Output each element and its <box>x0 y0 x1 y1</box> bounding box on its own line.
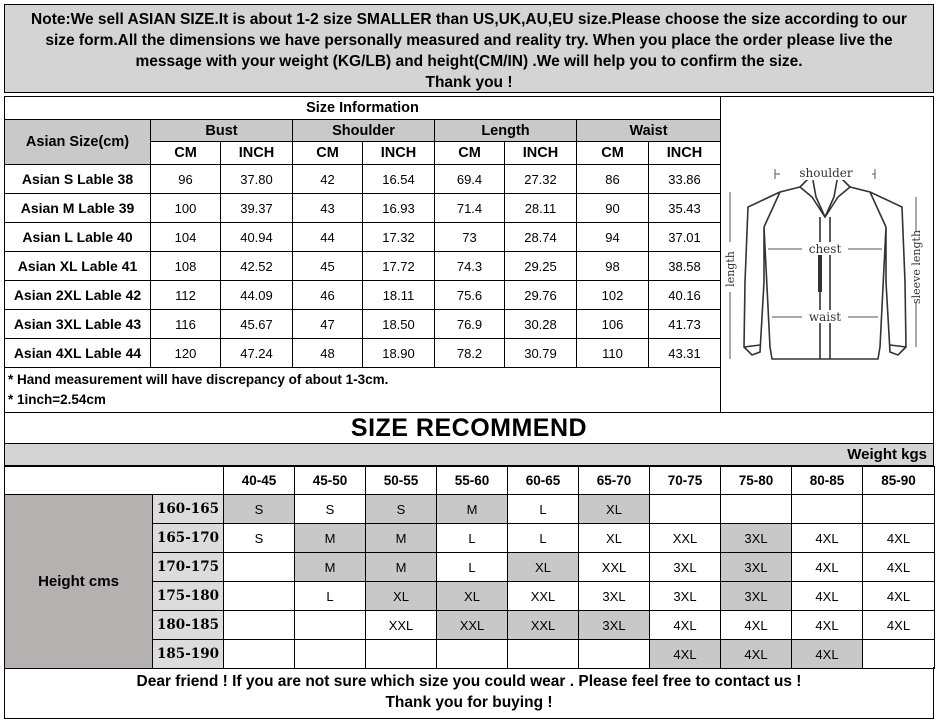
size-cell: 37.01 <box>649 223 721 252</box>
recommended-size-cell: 3XL <box>579 611 650 640</box>
unit-header: CM <box>577 142 649 165</box>
shoulder-header: Shoulder <box>293 120 435 142</box>
size-row-label: Asian M Lable 39 <box>5 194 151 223</box>
recommended-size-cell: 4XL <box>792 582 863 611</box>
size-cell: 90 <box>577 194 649 223</box>
shirt-outline-icon <box>744 175 906 359</box>
size-cell: 104 <box>151 223 221 252</box>
size-cell: 71.4 <box>435 194 505 223</box>
recommended-size-cell: XL <box>579 524 650 553</box>
size-cell: 42.52 <box>221 252 293 281</box>
height-range-label: 185-190 <box>153 640 224 669</box>
recommended-size-cell: 4XL <box>650 611 721 640</box>
note-measurement: * Hand measurement will have discrepancy of about 1-3cm. <box>8 372 389 387</box>
recommended-size-cell: 3XL <box>650 553 721 582</box>
weight-range-header: 40-45 <box>224 467 295 495</box>
unit-header: INCH <box>649 142 721 165</box>
recommended-size-cell: 3XL <box>721 524 792 553</box>
size-cell: 100 <box>151 194 221 223</box>
size-cell: 78.2 <box>435 339 505 368</box>
size-cell: 110 <box>577 339 649 368</box>
recommended-size-cell: 3XL <box>650 582 721 611</box>
note-line-4: Thank you ! <box>425 74 513 91</box>
recommended-size-cell: L <box>437 553 508 582</box>
size-information-table <box>4 96 721 413</box>
size-row-label: Asian 3XL Lable 43 <box>5 310 151 339</box>
recommended-size-cell: M <box>366 524 437 553</box>
recommended-size-cell: 3XL <box>579 582 650 611</box>
size-cell: 28.74 <box>505 223 577 252</box>
height-range-label: 165-170 <box>153 524 224 553</box>
length-header: Length <box>435 120 577 142</box>
recommended-size-cell: S <box>224 524 295 553</box>
size-information-title: Size Information <box>5 97 721 120</box>
size-cell: 86 <box>577 165 649 194</box>
size-row <box>5 339 721 368</box>
size-cell: 30.79 <box>505 339 577 368</box>
recommended-size-cell: 4XL <box>792 553 863 582</box>
recommended-size-cell <box>721 495 792 524</box>
size-cell: 73 <box>435 223 505 252</box>
size-cell: 108 <box>151 252 221 281</box>
note-line-1: Note:We sell ASIAN SIZE.It is about 1-2 size SMALLER than US,UK,AU,EU size.Please choose the size according to our <box>31 11 907 28</box>
size-cell: 42 <box>293 165 363 194</box>
chest-label: chest <box>808 242 842 256</box>
unit-header: CM <box>151 142 221 165</box>
corner-cell <box>5 467 224 495</box>
size-recommend-title: SIZE RECOMMEND <box>4 413 934 444</box>
size-cell: 116 <box>151 310 221 339</box>
unit-header: CM <box>435 142 505 165</box>
recommended-size-cell: 4XL <box>863 524 935 553</box>
size-row <box>5 310 721 339</box>
recommended-size-cell <box>863 495 935 524</box>
recommended-size-cell: 4XL <box>863 553 935 582</box>
size-row <box>5 194 721 223</box>
size-cell: 45 <box>293 252 363 281</box>
recommended-size-cell <box>295 640 366 669</box>
size-cell: 30.28 <box>505 310 577 339</box>
height-range-label: 160-165 <box>153 495 224 524</box>
recommended-size-cell: L <box>508 495 579 524</box>
weight-range-header: 55-60 <box>437 467 508 495</box>
recommended-size-cell: M <box>295 524 366 553</box>
weight-range-header: 70-75 <box>650 467 721 495</box>
waist-header: Waist <box>577 120 721 142</box>
recommended-size-cell: S <box>295 495 366 524</box>
recommended-size-cell: 4XL <box>792 640 863 669</box>
recommended-size-cell: XXL <box>650 524 721 553</box>
size-notes <box>5 368 721 413</box>
size-row <box>5 165 721 194</box>
size-cell: 18.11 <box>363 281 435 310</box>
unit-header: INCH <box>505 142 577 165</box>
recommended-size-cell: 4XL <box>721 611 792 640</box>
height-range-label: 180-185 <box>153 611 224 640</box>
recommended-size-cell: L <box>295 582 366 611</box>
size-row-label: Asian 4XL Lable 44 <box>5 339 151 368</box>
size-cell: 27.32 <box>505 165 577 194</box>
recommended-size-cell: S <box>366 495 437 524</box>
weight-range-header: 45-50 <box>295 467 366 495</box>
size-row <box>5 223 721 252</box>
note-line-2: size form.All the dimensions we have personally measured and reality try. When you place the order please live the <box>45 32 893 49</box>
note-inch-conversion: * 1inch=2.54cm <box>8 392 106 407</box>
size-row-label: Asian S Lable 38 <box>5 165 151 194</box>
recommended-size-cell <box>437 640 508 669</box>
recommended-size-cell: XXL <box>579 553 650 582</box>
weight-range-header: 75-80 <box>721 467 792 495</box>
size-cell: 33.86 <box>649 165 721 194</box>
recommended-size-cell: XXL <box>366 611 437 640</box>
size-row-label: Asian 2XL Lable 42 <box>5 281 151 310</box>
size-cell: 17.72 <box>363 252 435 281</box>
recommended-size-cell <box>224 553 295 582</box>
size-cell: 28.11 <box>505 194 577 223</box>
size-cell: 69.4 <box>435 165 505 194</box>
weight-range-header: 50-55 <box>366 467 437 495</box>
recommended-size-cell <box>224 611 295 640</box>
recommended-size-cell: XL <box>508 553 579 582</box>
size-cell: 44.09 <box>221 281 293 310</box>
weight-range-header: 80-85 <box>792 467 863 495</box>
size-row <box>5 281 721 310</box>
footer-line-1: Dear friend ! If you are not sure which size you could wear . Please feel free to contact us ! <box>136 673 802 690</box>
recommended-size-cell: XL <box>366 582 437 611</box>
size-cell: 106 <box>577 310 649 339</box>
recommended-size-cell <box>224 640 295 669</box>
size-cell: 16.54 <box>363 165 435 194</box>
recommended-size-cell: 4XL <box>863 582 935 611</box>
size-row <box>5 252 721 281</box>
size-cell: 37.80 <box>221 165 293 194</box>
recommended-size-cell: M <box>437 495 508 524</box>
size-cell: 43 <box>293 194 363 223</box>
recommended-size-cell: M <box>366 553 437 582</box>
recommended-size-cell: M <box>295 553 366 582</box>
weight-range-header: 85-90 <box>863 467 935 495</box>
recommended-size-cell: XXL <box>508 582 579 611</box>
recommended-size-cell: L <box>437 524 508 553</box>
size-cell: 18.90 <box>363 339 435 368</box>
recommended-size-cell: 4XL <box>792 524 863 553</box>
shirt-measurement-diagram <box>720 97 933 414</box>
weight-range-header: 60-65 <box>508 467 579 495</box>
height-row <box>5 495 935 524</box>
shoulder-label: shoulder <box>799 166 853 180</box>
length-label: length <box>724 251 737 287</box>
recommended-size-cell: XXL <box>508 611 579 640</box>
note-line-3: message with your weight (KG/LB) and height(CM/IN) .We will help you to confirm the size. <box>135 53 803 70</box>
size-cell: 112 <box>151 281 221 310</box>
recommended-size-cell <box>224 582 295 611</box>
size-recommend-table <box>4 466 935 669</box>
size-cell: 40.16 <box>649 281 721 310</box>
asian-size-header: Asian Size(cm) <box>5 120 151 165</box>
weight-range-header: 65-70 <box>579 467 650 495</box>
recommended-size-cell: 4XL <box>863 611 935 640</box>
size-cell: 16.93 <box>363 194 435 223</box>
size-cell: 48 <box>293 339 363 368</box>
size-cell: 38.58 <box>649 252 721 281</box>
recommended-size-cell <box>366 640 437 669</box>
unit-header: CM <box>293 142 363 165</box>
unit-header: INCH <box>221 142 293 165</box>
recommended-size-cell <box>650 495 721 524</box>
size-cell: 39.37 <box>221 194 293 223</box>
recommended-size-cell: 4XL <box>721 640 792 669</box>
size-note-banner <box>4 4 934 93</box>
size-cell: 98 <box>577 252 649 281</box>
size-cell: 96 <box>151 165 221 194</box>
size-cell: 47 <box>293 310 363 339</box>
size-cell: 29.76 <box>505 281 577 310</box>
size-cell: 46 <box>293 281 363 310</box>
bust-header: Bust <box>151 120 293 142</box>
weight-label-bar: Weight kgs <box>4 444 934 466</box>
recommended-size-cell: 4XL <box>792 611 863 640</box>
recommended-size-cell <box>295 611 366 640</box>
recommended-size-cell: XXL <box>437 611 508 640</box>
footer-line-2: Thank you for buying ! <box>385 694 553 711</box>
recommended-size-cell <box>863 640 935 669</box>
size-cell: 102 <box>577 281 649 310</box>
size-cell: 43.31 <box>649 339 721 368</box>
recommended-size-cell <box>792 495 863 524</box>
size-cell: 29.25 <box>505 252 577 281</box>
size-cell: 44 <box>293 223 363 252</box>
size-cell: 41.73 <box>649 310 721 339</box>
size-cell: 76.9 <box>435 310 505 339</box>
size-cell: 47.24 <box>221 339 293 368</box>
recommended-size-cell: 4XL <box>650 640 721 669</box>
size-cell: 17.32 <box>363 223 435 252</box>
recommended-size-cell: S <box>224 495 295 524</box>
height-range-label: 170-175 <box>153 553 224 582</box>
recommended-size-cell: 3XL <box>721 582 792 611</box>
size-row-label: Asian L Lable 40 <box>5 223 151 252</box>
size-cell: 94 <box>577 223 649 252</box>
weight-header-row <box>5 467 935 495</box>
recommended-size-cell: XL <box>579 495 650 524</box>
contact-footer <box>4 667 934 719</box>
size-cell: 35.43 <box>649 194 721 223</box>
recommended-size-cell <box>508 640 579 669</box>
size-cell: 75.6 <box>435 281 505 310</box>
size-cell: 74.3 <box>435 252 505 281</box>
unit-header: INCH <box>363 142 435 165</box>
height-label: Height cms <box>5 495 153 669</box>
shirt-diagram-panel <box>720 96 934 413</box>
waist-label: waist <box>808 310 842 324</box>
recommended-size-cell: L <box>508 524 579 553</box>
size-cell: 40.94 <box>221 223 293 252</box>
sleeve-length-label: sleeve length <box>910 229 923 305</box>
height-range-label: 175-180 <box>153 582 224 611</box>
size-cell: 18.50 <box>363 310 435 339</box>
size-cell: 120 <box>151 339 221 368</box>
size-cell: 45.67 <box>221 310 293 339</box>
recommended-size-cell: XL <box>437 582 508 611</box>
recommended-size-cell <box>579 640 650 669</box>
size-row-label: Asian XL Lable 41 <box>5 252 151 281</box>
recommended-size-cell: 3XL <box>721 553 792 582</box>
